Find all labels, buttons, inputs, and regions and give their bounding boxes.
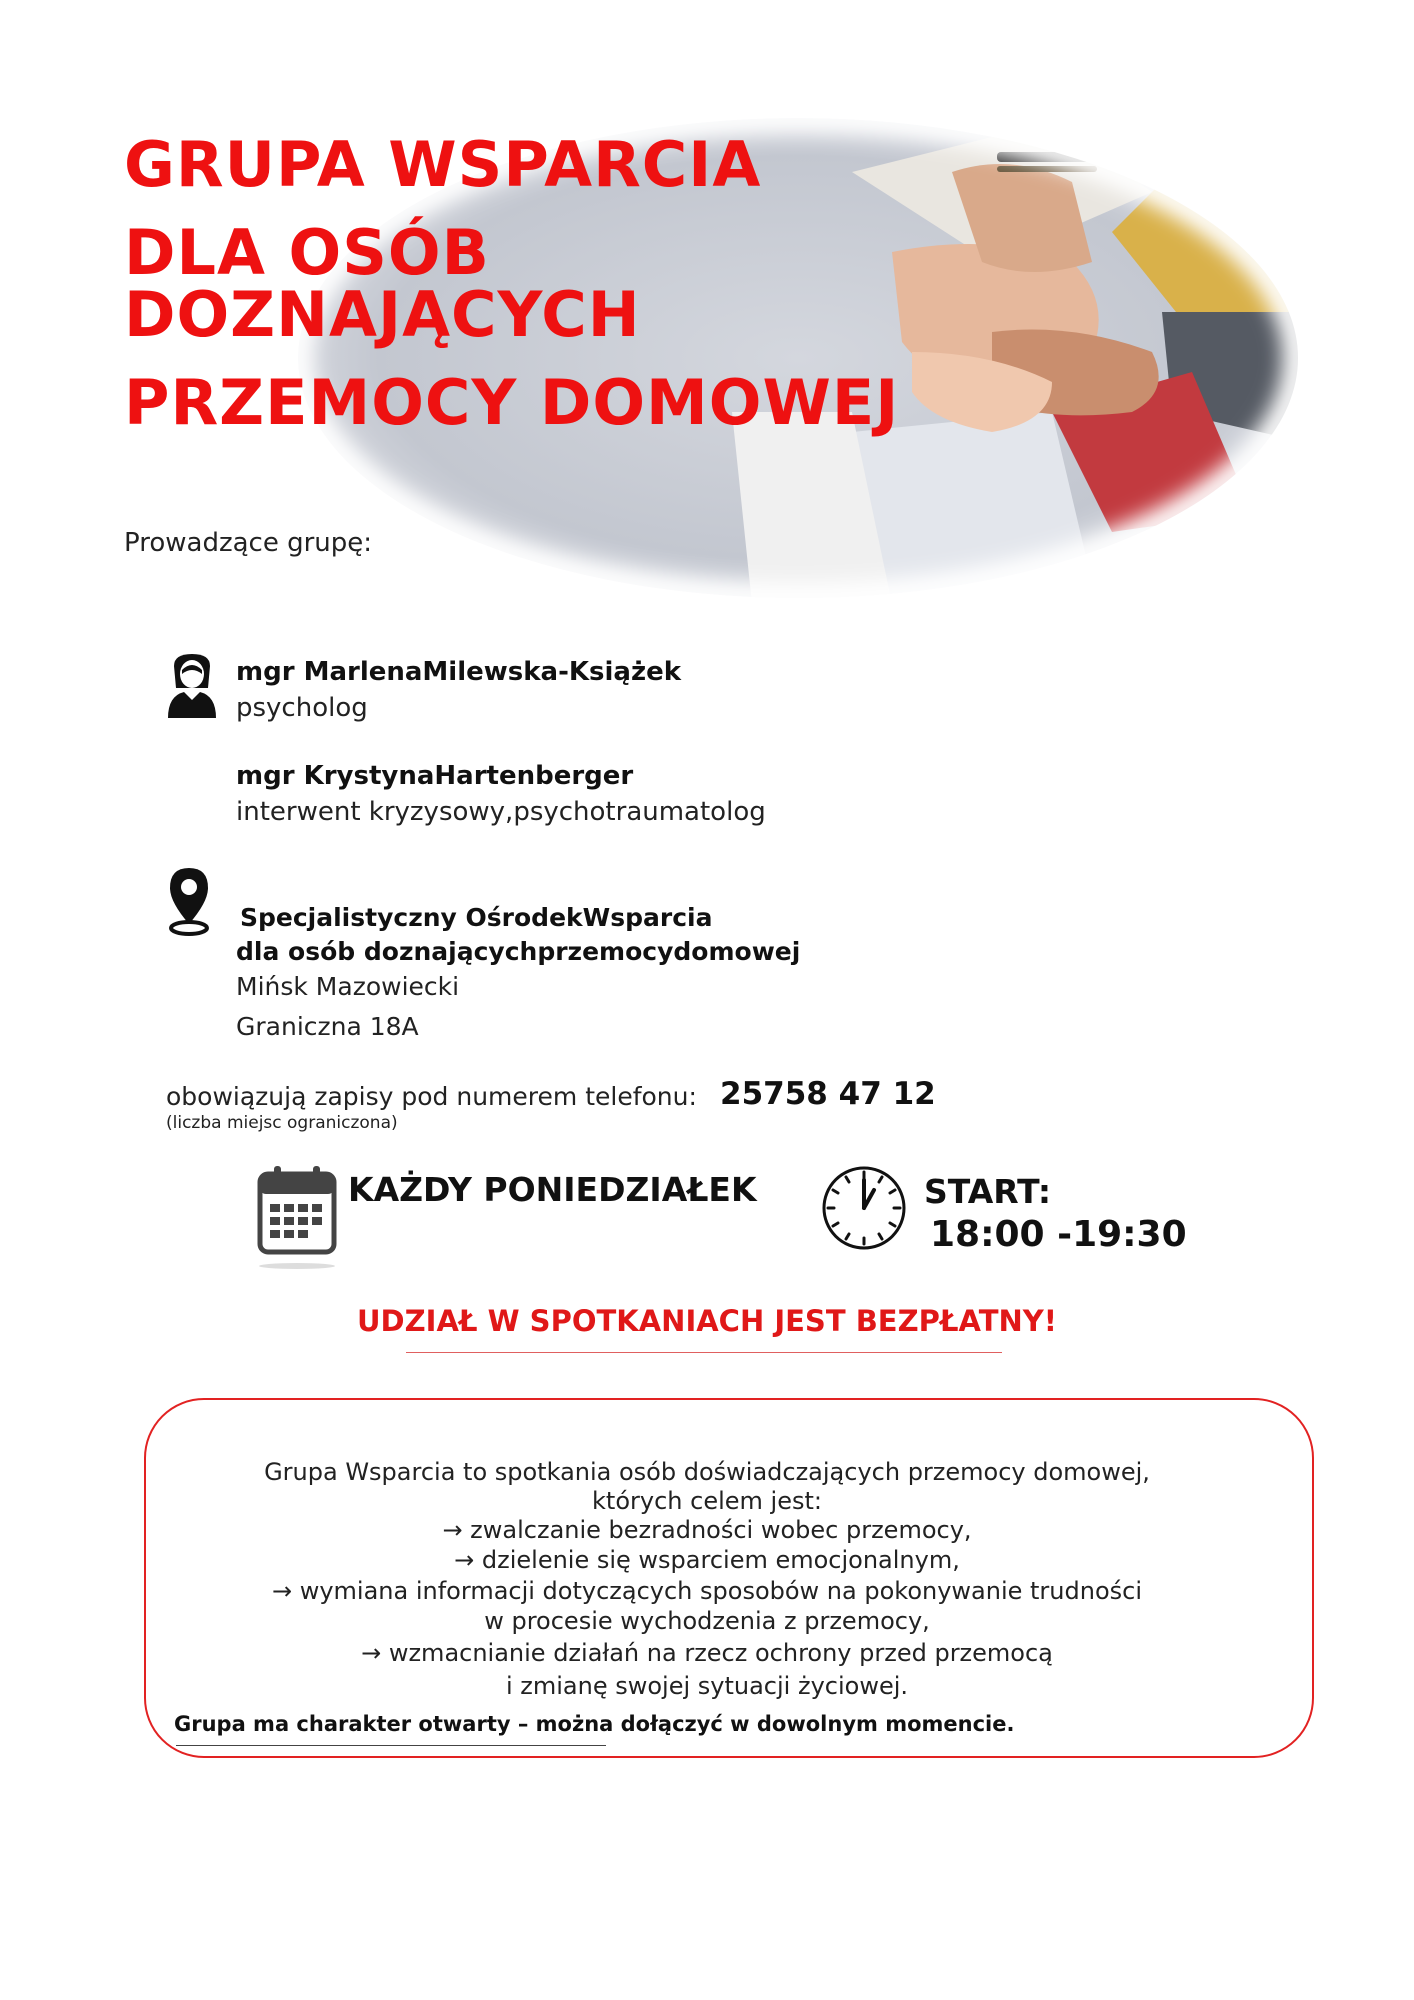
schedule-day: KAŻDY PONIEDZIAŁEK: [348, 1170, 757, 1209]
calendar-icon: [254, 1162, 340, 1272]
leader-2-role: interwent kryzysowy,psychotraumatolog: [236, 797, 766, 827]
info-line: Grupa Wsparcia to spotkania osób doświadczających przemocy domowej,: [264, 1458, 1150, 1486]
info-line: → wzmacnianie działań na rzecz ochrony przed przemocą: [361, 1639, 1053, 1667]
leader-2-name: mgr KrystynaHartenberger: [236, 761, 634, 791]
location-city: Mińsk Mazowiecki: [236, 972, 460, 1001]
info-line: → wymiana informacji dotyczących sposobów na pokonywanie trudności: [271, 1577, 1143, 1605]
registration-text: obowiązują zapisy pod numerem telefonu:: [166, 1082, 697, 1111]
open-group-note: Grupa ma charakter otwarty – można dołączyć w dowolnym momencie.: [174, 1712, 1015, 1736]
clock-icon: [820, 1164, 908, 1252]
phone-number[interactable]: 25758 47 12: [720, 1076, 936, 1112]
start-label: START:: [924, 1172, 1052, 1211]
location-name-line-2: dla osób doznającychprzemocydomowej: [236, 937, 801, 966]
limited-seats-note: (liczba miejsc ograniczona): [166, 1113, 398, 1133]
free-notice-underline: [406, 1352, 1002, 1353]
info-line: i zmianę swojej sytuacji życiowej.: [505, 1672, 909, 1700]
start-time: 18:00 -19:30: [930, 1214, 1187, 1255]
leader-1-name: mgr MarlenaMilewska-Książek: [236, 657, 682, 687]
info-line: → dzielenie się wsparciem emocjonalnym,: [454, 1546, 960, 1574]
open-note-underline: [176, 1745, 606, 1746]
heading-line-1: GRUPA WSPARCIA: [124, 128, 762, 201]
info-line: → zwalczanie bezradności wobec przemocy,: [442, 1516, 972, 1544]
location-name-line-1: Specjalistyczny OśrodekWsparcia: [240, 903, 713, 932]
info-line: w procesie wychodzenia z przemocy,: [484, 1607, 930, 1635]
person-icon: [164, 652, 220, 720]
leaders-label: Prowadzące grupę:: [124, 528, 373, 558]
heading-line-4: PRZEMOCY DOMOWEJ: [124, 366, 900, 439]
map-pin-icon: [166, 866, 212, 938]
heading-line-3: DOZNAJĄCYCH: [124, 278, 641, 351]
heading-line-2: DLA OSÓB: [124, 216, 490, 289]
leader-1-role: psycholog: [236, 693, 368, 723]
info-line: których celem jest:: [592, 1487, 822, 1515]
free-participation-notice: UDZIAŁ W SPOTKANIACH JEST BEZPŁATNY!: [357, 1304, 1057, 1338]
location-street: Graniczna 18A: [236, 1012, 419, 1041]
